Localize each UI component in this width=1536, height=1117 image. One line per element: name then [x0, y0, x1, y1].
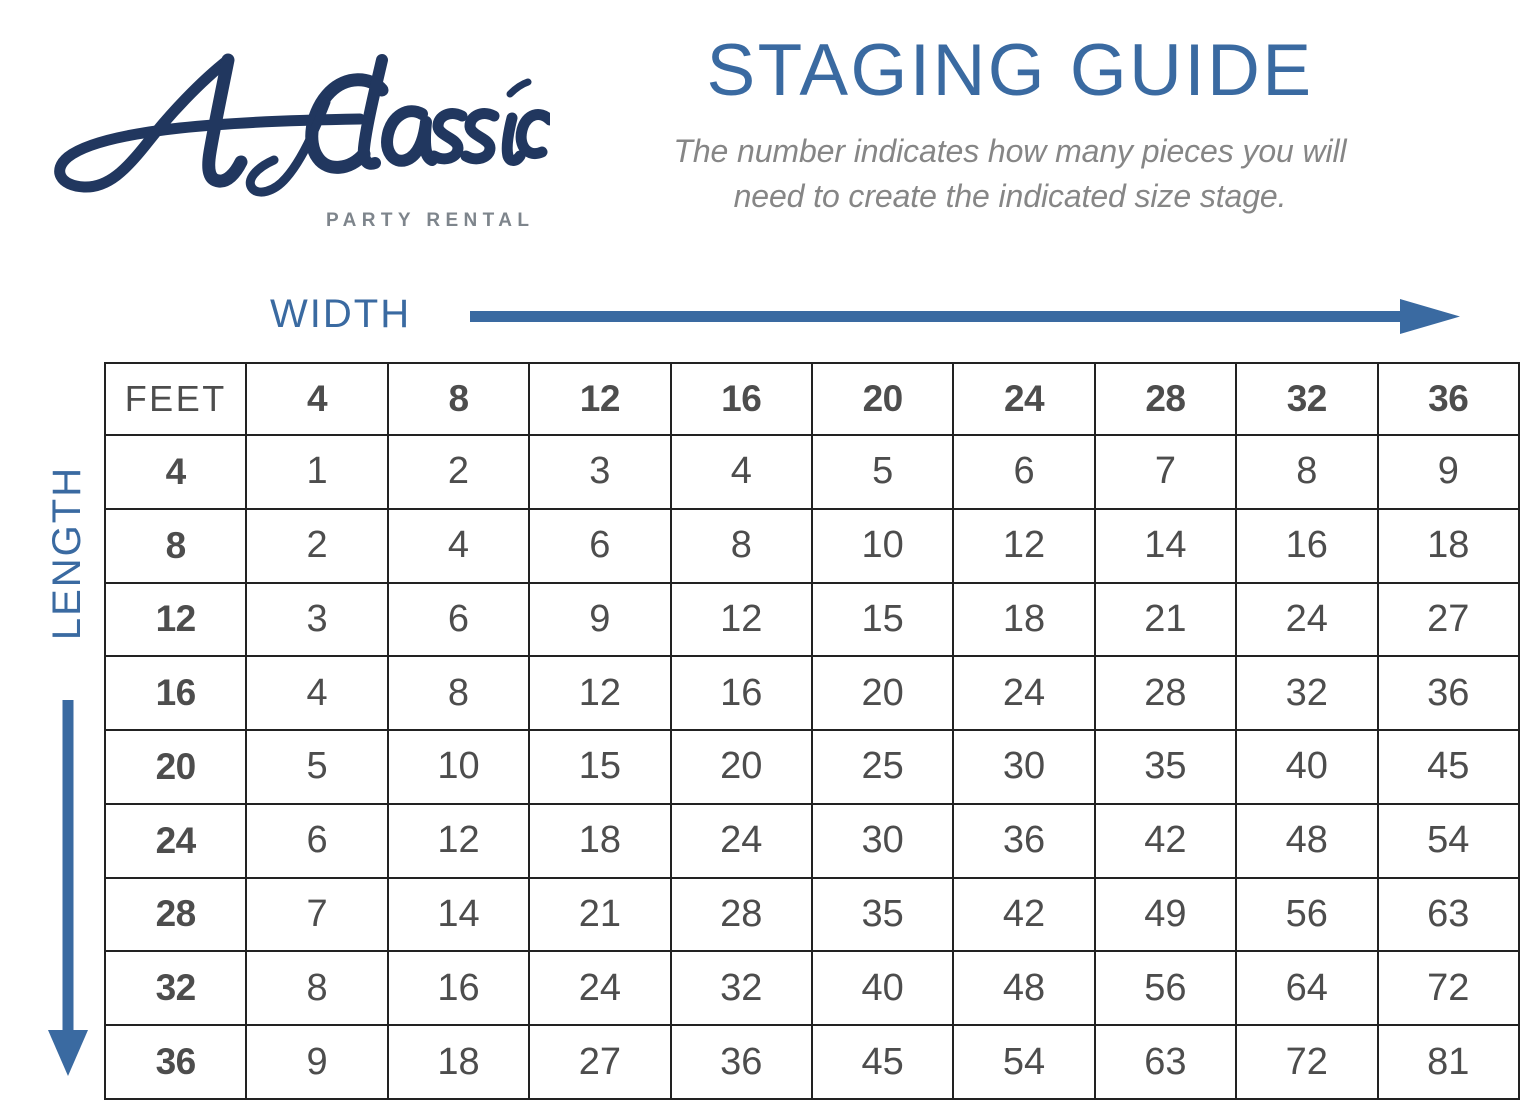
- table-cell: 12: [529, 656, 670, 730]
- table-cell: 36: [671, 1025, 812, 1099]
- table-cell: 9: [529, 583, 670, 657]
- table-cell: 1: [246, 435, 387, 509]
- table-cell: 8: [671, 509, 812, 583]
- length-axis-label: LENGTH: [45, 465, 89, 641]
- table-column-header: 16: [671, 363, 812, 435]
- table-cell: 3: [529, 435, 670, 509]
- table-cell: 2: [246, 509, 387, 583]
- table-row-header: 16: [105, 656, 246, 730]
- table: [104, 362, 1520, 1100]
- table-row-header: 4: [105, 435, 246, 509]
- table-cell: 27: [1378, 583, 1519, 657]
- table-cell: 16: [1236, 509, 1377, 583]
- table-cell: 30: [953, 730, 1094, 804]
- table-cell: 45: [812, 1025, 953, 1099]
- table-cell: 6: [246, 804, 387, 878]
- page-subtitle: [560, 129, 1460, 220]
- table-cell: 3: [246, 583, 387, 657]
- table-row: [105, 804, 1519, 878]
- page-title: STAGING GUIDE: [706, 30, 1314, 111]
- table-column-header: 28: [1095, 363, 1236, 435]
- table-cell: 42: [1095, 804, 1236, 878]
- table-column-header: 32: [1236, 363, 1377, 435]
- table-cell: 7: [1095, 435, 1236, 509]
- table-cell: 6: [529, 509, 670, 583]
- table-row-header: 24: [105, 804, 246, 878]
- table-cell: 18: [1378, 509, 1519, 583]
- table-cell: 64: [1236, 951, 1377, 1025]
- table-cell: 4: [388, 509, 529, 583]
- table-cell: 36: [953, 804, 1094, 878]
- table-cell: 35: [1095, 730, 1236, 804]
- table-row: [105, 583, 1519, 657]
- table-row-header: 12: [105, 583, 246, 657]
- table-cell: 32: [671, 951, 812, 1025]
- table-cell: 15: [529, 730, 670, 804]
- table-cell: 30: [812, 804, 953, 878]
- table-cell: 20: [812, 656, 953, 730]
- table-cell: 5: [812, 435, 953, 509]
- subtitle-line-1: The number indicates how many pieces you will: [673, 133, 1347, 169]
- table-cell: 35: [812, 878, 953, 952]
- width-axis-label: WIDTH: [270, 292, 412, 336]
- table-cell: 63: [1378, 878, 1519, 952]
- table-cell: 54: [953, 1025, 1094, 1099]
- table-cell: 63: [1095, 1025, 1236, 1099]
- table-header-row: [105, 363, 1519, 435]
- table-row-header: 36: [105, 1025, 246, 1099]
- table-cell: 40: [812, 951, 953, 1025]
- table-column-header: 8: [388, 363, 529, 435]
- table-cell: 14: [388, 878, 529, 952]
- table-cell: 12: [671, 583, 812, 657]
- table-cell: 28: [671, 878, 812, 952]
- arrow-right-icon: [470, 297, 1460, 337]
- table-cell: 18: [388, 1025, 529, 1099]
- title-block: [560, 30, 1460, 220]
- table-row: [105, 951, 1519, 1025]
- table-cell: 32: [1236, 656, 1377, 730]
- table-cell: 81: [1378, 1025, 1519, 1099]
- table-column-header: 4: [246, 363, 387, 435]
- table-cell: 4: [671, 435, 812, 509]
- table-cell: 72: [1236, 1025, 1377, 1099]
- staging-size-table: [104, 362, 1520, 1100]
- table-cell: 49: [1095, 878, 1236, 952]
- table-cell: 42: [953, 878, 1094, 952]
- table-cell: 24: [671, 804, 812, 878]
- table-cell: 12: [953, 509, 1094, 583]
- table-cell: 40: [1236, 730, 1377, 804]
- table-cell: 15: [812, 583, 953, 657]
- table-cell: 24: [529, 951, 670, 1025]
- arrow-down-icon: [44, 700, 92, 1076]
- table-cell: 6: [388, 583, 529, 657]
- table-cell: 8: [388, 656, 529, 730]
- table-row-header: 8: [105, 509, 246, 583]
- table-cell: 48: [1236, 804, 1377, 878]
- a-classic-script-logo: [30, 42, 550, 202]
- table-cell: 48: [953, 951, 1094, 1025]
- page-header: [0, 0, 1536, 270]
- table-cell: 10: [812, 509, 953, 583]
- brand-logo: [30, 42, 550, 237]
- table-row: [105, 878, 1519, 952]
- table-row-header: 20: [105, 730, 246, 804]
- table-cell: 8: [246, 951, 387, 1025]
- brand-tagline: PARTY RENTAL: [326, 210, 535, 231]
- table-cell: 21: [529, 878, 670, 952]
- table-cell: 54: [1378, 804, 1519, 878]
- table-cell: 16: [671, 656, 812, 730]
- table-cell: 6: [953, 435, 1094, 509]
- table-column-header: 36: [1378, 363, 1519, 435]
- length-axis: [28, 428, 108, 1076]
- table-row: [105, 1025, 1519, 1099]
- table-cell: 56: [1095, 951, 1236, 1025]
- table-corner-header: FEET: [105, 363, 246, 435]
- table-cell: 36: [1378, 656, 1519, 730]
- table-cell: 20: [671, 730, 812, 804]
- table-cell: 9: [1378, 435, 1519, 509]
- table-row: [105, 509, 1519, 583]
- table-cell: 24: [1236, 583, 1377, 657]
- table-row: [105, 656, 1519, 730]
- table-cell: 4: [246, 656, 387, 730]
- table-cell: 27: [529, 1025, 670, 1099]
- table-cell: 2: [388, 435, 529, 509]
- table-cell: 24: [953, 656, 1094, 730]
- table-cell: 28: [1095, 656, 1236, 730]
- table-cell: 21: [1095, 583, 1236, 657]
- table-cell: 14: [1095, 509, 1236, 583]
- table-cell: 9: [246, 1025, 387, 1099]
- table-cell: 12: [388, 804, 529, 878]
- table-cell: 5: [246, 730, 387, 804]
- table-column-header: 24: [953, 363, 1094, 435]
- subtitle-line-2: need to create the indicated size stage.: [733, 178, 1287, 215]
- table-cell: 18: [529, 804, 670, 878]
- table-cell: 7: [246, 878, 387, 952]
- width-axis: [270, 292, 1460, 354]
- table-column-header: 20: [812, 363, 953, 435]
- table-column-header: 12: [529, 363, 670, 435]
- table-cell: 25: [812, 730, 953, 804]
- table-cell: 10: [388, 730, 529, 804]
- table-row: [105, 435, 1519, 509]
- table-row: [105, 730, 1519, 804]
- table-cell: 56: [1236, 878, 1377, 952]
- table-cell: 8: [1236, 435, 1377, 509]
- table-cell: 45: [1378, 730, 1519, 804]
- table-row-header: 32: [105, 951, 246, 1025]
- table-row-header: 28: [105, 878, 246, 952]
- table-cell: 18: [953, 583, 1094, 657]
- table-cell: 16: [388, 951, 529, 1025]
- table-cell: 72: [1378, 951, 1519, 1025]
